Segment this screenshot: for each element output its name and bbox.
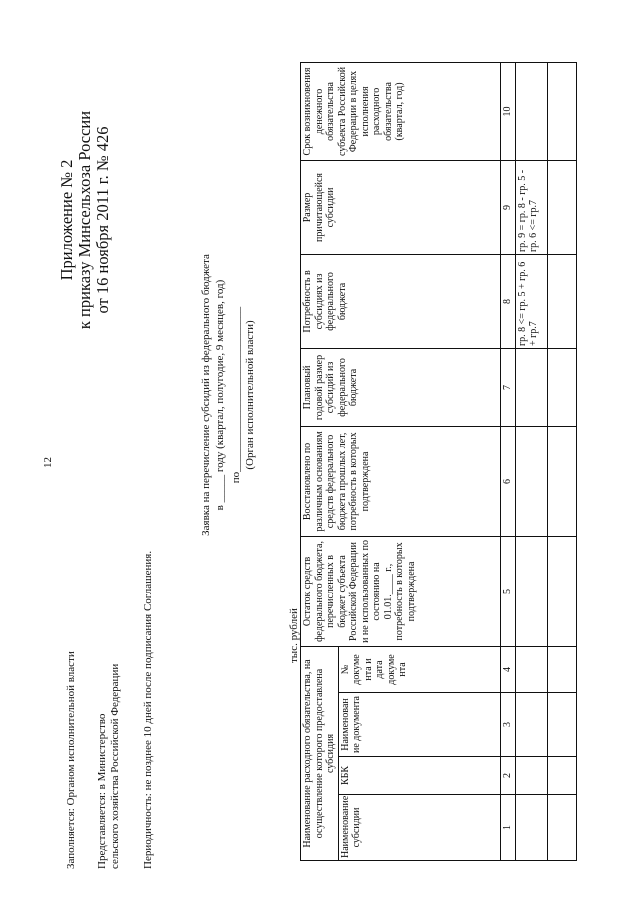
submitted-to-line1: Представляется: в Министерство — [96, 713, 108, 869]
request-title: Заявка на перечисление субсидий из федерального бюджета — [200, 254, 212, 536]
filled-by-text: Заполняется: Органом исполнительной власти — [65, 651, 77, 869]
col-number-2: 2 — [500, 757, 515, 795]
header-col4: № докуме нта и дата докуме нта — [338, 646, 500, 692]
cell-empty — [515, 757, 547, 795]
col-number-1: 1 — [500, 795, 515, 861]
header-col7: Плановый годовой размер субсидий из федерального бюджета — [301, 348, 501, 426]
cell-empty — [547, 160, 576, 254]
subsidy-request-table — [300, 62, 577, 861]
appendix-order: к приказу Минсельхоза России — [75, 110, 94, 330]
cell-empty — [547, 62, 576, 160]
cell-empty — [547, 795, 576, 861]
col-number-10: 10 — [500, 62, 515, 160]
table-header-row-1 — [301, 62, 339, 860]
header-group-cell: Наименование расходного обязательства, на осуществление которого предоставлена субсидия — [301, 646, 339, 860]
cell-empty — [515, 62, 547, 160]
col-number-6: 6 — [500, 426, 515, 536]
table-empty-row — [547, 62, 576, 860]
table-number-row — [500, 62, 515, 860]
submitted-to-line2: сельского хозяйства Российской Федерации — [109, 663, 121, 869]
header-col5: Остаток средств федерального бюджета, перечисленных в бюджет субъекта Российской Федерации и не использованных по состоянию на 01.01.____ г., потребность в которых подтверждена — [301, 536, 501, 646]
cell-empty — [547, 757, 576, 795]
cell-empty — [515, 693, 547, 757]
formula-col9: гр. 9 = гр. 8 - гр. 5 - гр. 6 <= гр.7 — [515, 160, 547, 254]
cell-empty — [547, 536, 576, 646]
appendix-date: от 16 ноября 2011 г. № 426 — [93, 126, 112, 314]
col-number-7: 7 — [500, 348, 515, 426]
col-number-4: 4 — [500, 646, 515, 692]
units-label: тыс. рублей — [288, 608, 300, 663]
request-org-caption: (Орган исполнительной власти) — [244, 320, 256, 470]
cell-empty — [547, 693, 576, 757]
periodicity-text: Периодичность: не позднее 10 дней после подписания Соглашения. — [142, 550, 154, 869]
header-col2: КБК — [338, 757, 500, 795]
header-col6: Восстановлено по различным основаниям средств федерального бюджета прошлых лет, потребность в которых подтверждена — [301, 426, 501, 536]
header-col3: Наименован ие документа — [338, 693, 500, 757]
request-po-line: по______________________________ — [230, 306, 242, 484]
col-number-8: 8 — [500, 254, 515, 348]
cell-empty — [547, 254, 576, 348]
cell-empty — [515, 426, 547, 536]
request-period-line: в _____ году (квартал, полугодие, 9 месяцев, год) — [214, 279, 226, 511]
cell-empty — [515, 536, 547, 646]
col-number-9: 9 — [500, 160, 515, 254]
cell-empty — [547, 426, 576, 536]
formula-col8: гр. 8 <= гр. 5 + гр. 6 + гр.7 — [515, 254, 547, 348]
page-number: 12 — [42, 457, 54, 468]
cell-empty — [515, 348, 547, 426]
header-col9: Размер причитающейся субсидии — [301, 160, 501, 254]
cell-empty — [515, 646, 547, 692]
appendix-number: Приложение № 2 — [57, 159, 76, 281]
appendix-header — [58, 70, 112, 370]
header-col1: Наименование субсидии — [338, 795, 500, 861]
col-number-5: 5 — [500, 536, 515, 646]
header-col8: Потребность в субсидиях из федерального бюджета — [301, 254, 501, 348]
cell-empty — [547, 646, 576, 692]
col-number-3: 3 — [500, 693, 515, 757]
cell-empty — [547, 348, 576, 426]
table-formula-row — [515, 62, 547, 860]
cell-empty — [515, 795, 547, 861]
header-col10: Срок возникновения денежного обязательства субъекта Российской Федерации в целях исполнения расходного обязательства (квартал, год) — [301, 62, 501, 160]
